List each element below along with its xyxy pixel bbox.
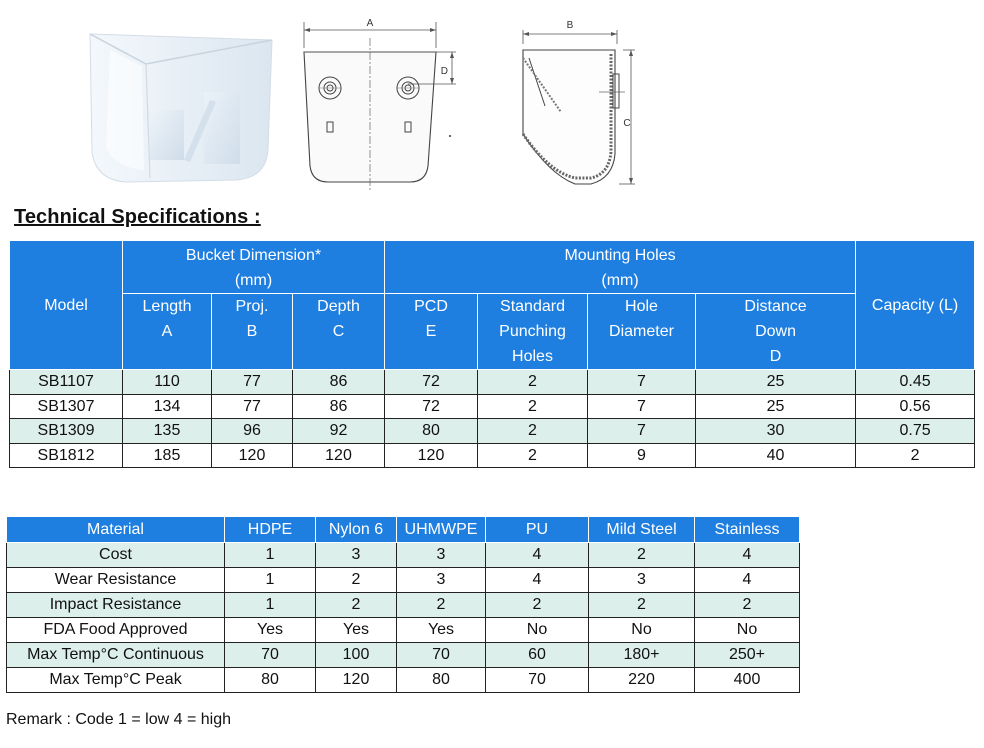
table-row [7, 543, 800, 568]
sub-header: Depth C [293, 294, 385, 370]
table-cell: 2 [478, 394, 588, 419]
table-cell: 0.45 [856, 370, 975, 395]
table-cell: 120 [293, 443, 385, 468]
table-cell: 135 [123, 419, 212, 444]
material-header-cell: Stainless [695, 517, 800, 543]
table-cell: SB1307 [10, 394, 123, 419]
table-cell: 2 [478, 419, 588, 444]
table-cell: 96 [212, 419, 293, 444]
table-cell: 3 [589, 568, 695, 593]
table-cell: 86 [293, 394, 385, 419]
table-cell: 120 [385, 443, 478, 468]
table-cell: SB1309 [10, 419, 123, 444]
table-cell: 86 [293, 370, 385, 395]
table-cell: SB1812 [10, 443, 123, 468]
dimension-label-d: D [440, 66, 448, 77]
material-header-cell: Material [7, 517, 225, 543]
sub-header: Proj. B [212, 294, 293, 370]
sub-header: Length A [123, 294, 212, 370]
section-title: Technical Specifications : [14, 206, 261, 228]
table-cell: No [589, 618, 695, 643]
spec-table [9, 240, 975, 468]
bucket-photo [86, 30, 276, 188]
table-cell: 2 [478, 443, 588, 468]
table-cell: 80 [385, 419, 478, 444]
table-row [10, 370, 975, 395]
table-cell: 77 [212, 394, 293, 419]
table-cell: 70 [225, 643, 316, 668]
table-cell: Yes [316, 618, 397, 643]
table-cell: Wear Resistance [7, 568, 225, 593]
table-cell: 7 [588, 394, 696, 419]
table-cell: 0.75 [856, 419, 975, 444]
header-model: Model [10, 241, 123, 370]
table-cell: 2 [695, 593, 800, 618]
table-cell: Max Temp°C Continuous [7, 643, 225, 668]
table-cell: 100 [316, 643, 397, 668]
table-cell: FDA Food Approved [7, 618, 225, 643]
material-header-cell: PU [486, 517, 589, 543]
table-cell: 4 [486, 543, 589, 568]
table-row [7, 568, 800, 593]
table-cell: Yes [225, 618, 316, 643]
table-cell: 250+ [695, 643, 800, 668]
header-mounting-holes: Mounting Holes (mm) [385, 241, 856, 294]
table-cell: 400 [695, 668, 800, 693]
table-cell: 134 [123, 394, 212, 419]
table-cell: 9 [588, 443, 696, 468]
dimension-label-a: A [366, 18, 374, 29]
table-cell: 70 [486, 668, 589, 693]
sub-header: Hole Diameter [588, 294, 696, 370]
material-header-cell: Mild Steel [589, 517, 695, 543]
table-row [10, 443, 975, 468]
table-cell: 72 [385, 394, 478, 419]
table-row [7, 668, 800, 693]
table-cell: Yes [397, 618, 486, 643]
table-cell: 77 [212, 370, 293, 395]
table-cell: 3 [397, 543, 486, 568]
table-cell: 1 [225, 568, 316, 593]
table-cell: Max Temp°C Peak [7, 668, 225, 693]
sub-header: Distance Down D [696, 294, 856, 370]
table-cell: Impact Resistance [7, 593, 225, 618]
table-cell: 2 [589, 543, 695, 568]
table-cell: 180+ [589, 643, 695, 668]
table-cell: Cost [7, 543, 225, 568]
table-cell: 2 [486, 593, 589, 618]
table-cell: 25 [696, 370, 856, 395]
table-cell: 185 [123, 443, 212, 468]
table-cell: 4 [695, 568, 800, 593]
table-cell: 1 [225, 593, 316, 618]
sub-header: PCD E [385, 294, 478, 370]
front-view-drawing [298, 14, 468, 194]
table-cell: 72 [385, 370, 478, 395]
table-row [10, 419, 975, 444]
table-cell: 92 [293, 419, 385, 444]
table-cell: 2 [589, 593, 695, 618]
side-view-drawing [515, 14, 645, 194]
table-cell: No [695, 618, 800, 643]
table-cell: 2 [316, 593, 397, 618]
remark-note: Remark : Code 1 = low 4 = high [6, 711, 232, 728]
table-cell: 1 [225, 543, 316, 568]
table-cell: 4 [695, 543, 800, 568]
table-cell: 7 [588, 419, 696, 444]
table-cell: 110 [123, 370, 212, 395]
table-cell: 2 [316, 568, 397, 593]
material-header-cell: HDPE [225, 517, 316, 543]
table-cell: SB1107 [10, 370, 123, 395]
table-cell: 4 [486, 568, 589, 593]
table-cell: 3 [397, 568, 486, 593]
table-cell: 25 [696, 394, 856, 419]
material-header-cell: UHMWPE [397, 517, 486, 543]
table-cell: 80 [225, 668, 316, 693]
table-cell: 2 [397, 593, 486, 618]
table-cell: 30 [696, 419, 856, 444]
table-row [7, 643, 800, 668]
table-cell: 120 [316, 668, 397, 693]
table-cell: 80 [397, 668, 486, 693]
table-cell: 40 [696, 443, 856, 468]
table-cell: 2 [856, 443, 975, 468]
table-cell: 2 [478, 370, 588, 395]
material-header-cell: Nylon 6 [316, 517, 397, 543]
sub-header: Standard Punching Holes [478, 294, 588, 370]
header-capacity: Capacity (L) [856, 241, 975, 370]
dimension-label-b: B [566, 20, 574, 31]
table-cell: 120 [212, 443, 293, 468]
table-cell: 7 [588, 370, 696, 395]
table-cell: 70 [397, 643, 486, 668]
table-row [7, 618, 800, 643]
header-bucket-dimension: Bucket Dimension* (mm) [123, 241, 385, 294]
material-table [6, 516, 800, 693]
table-cell: 60 [486, 643, 589, 668]
table-row [10, 394, 975, 419]
table-cell: 220 [589, 668, 695, 693]
table-cell: No [486, 618, 589, 643]
table-cell: 3 [316, 543, 397, 568]
table-cell: 0.56 [856, 394, 975, 419]
dimension-label-c: C [623, 118, 631, 129]
table-row [7, 593, 800, 618]
